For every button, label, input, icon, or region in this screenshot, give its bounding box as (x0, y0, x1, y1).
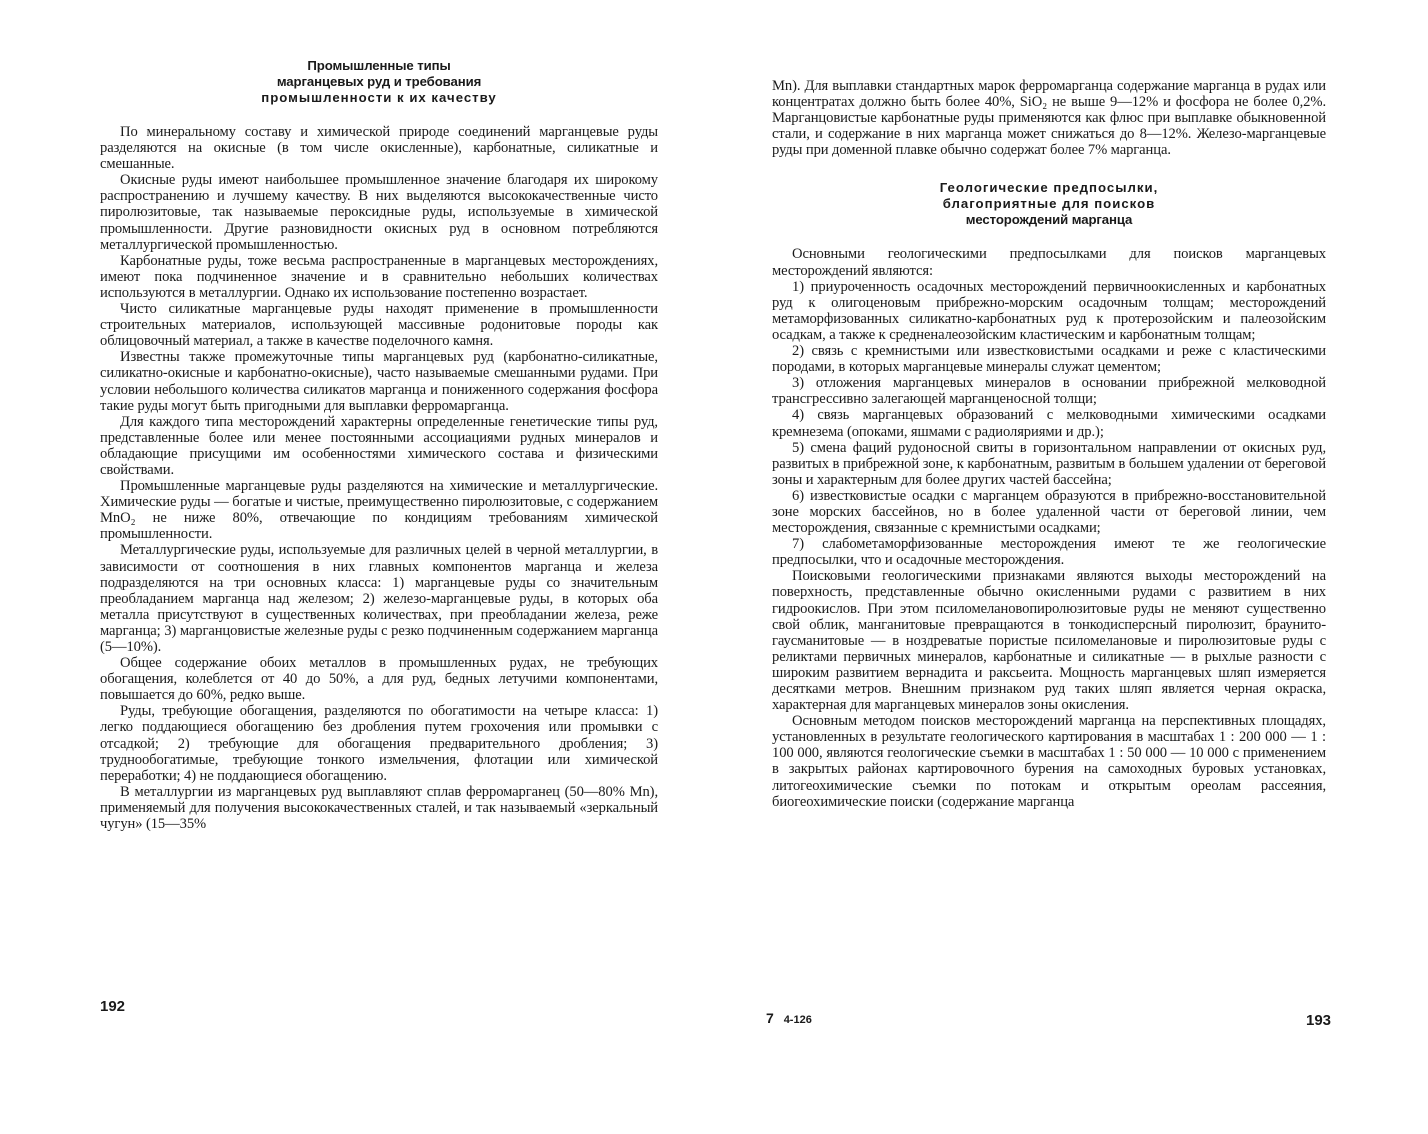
signature-code: 4-126 (783, 1014, 812, 1026)
right-text-column (772, 78, 1326, 810)
paragraph: В металлургии из марганцевых руд выплавляют сплав ферромарганец (50—80% Mn), применяемый для получения высококачественных сталей, и так называемый «зеркальный чугун» (15—35% (100, 783, 658, 833)
paragraph: Основными геологическими предпосылками для поисков марганцевых месторождений являются: (772, 246, 1326, 279)
printer-signature (766, 1010, 812, 1026)
paragraph: Чисто силикатные марганцевые руды находят применение в промышленности строительных материалов, использующей массивные родонитовые породы как облицовочный материал, а также в качестве поделочного камня. (100, 301, 658, 350)
list-item: 1) приуроченность осадочных месторождений первичноокисленных и карбонатных руд к олигоценовым прибрежно-морским осадочным толщам; месторождений метаморфизованных силикатно-карбонатных руд к протерозойским и палеозойским осадкам, а также к средненалеозойским кластическим и карбонатным толщам; (772, 278, 1326, 343)
right-page (714, 0, 1428, 1134)
page-number: 193 (1306, 1012, 1332, 1029)
left-section-heading (100, 58, 658, 106)
spacer (772, 228, 1326, 246)
paragraph: Металлургические руды, используемые для различных целей в черной металлургии, в зависимости от соотношения в них главных компонентов марганца и железа подразделяются на три основных класса: 1) марганцевые руды со значительным преобладанием марганца над железом; 2) железо-марганцевые руды, в которых оба металла присутствуют в существенных количествах, при преобладании железа, реже марганца; 3) марганцовистые железные руды с резко подчиненным содержанием марганца (5—10%). (100, 542, 658, 655)
right-section-heading (772, 180, 1326, 228)
paragraph: Окисные руды имеют наибольшее промышленное значение благодаря их широкому распространению и лучшему качеству. В них выделяются высококачественные чисто пиролюзитовые, так называемые пероксидные руды, используемые в химической промышленности. Другие разновидности окисных руд в основном потребляются металлургической промышленностью. (100, 172, 658, 253)
list-item: 5) смена фаций рудоносной свиты в горизонтальном направлении от окисных руд, развитых в прибрежной зоне, к карбонатным, развитым в большем удалении от береговой зоны и характерным для более других частей бассейна; (772, 439, 1326, 488)
heading-line: месторождений марганца (965, 212, 1133, 228)
signature-number: 7 (766, 1010, 774, 1026)
paragraph: Для каждого типа месторождений характерны определенные генетические типы руд, представленные более или менее постоянными ассоциациями рудных минералов и обладающие присущими им особенностями химического состава и физическими свойствами. (100, 413, 658, 478)
paragraph-continuation: Mn). Для выплавки стандартных марок ферромарганца содержание марганца в рудах или концентратах должно быть более 40%, SiO₂ не выше 9—12% и фосфора не более 0,2%. Марганцовистые карбонатные руды применяются как флюс при выплавке обыкновенной стали, и содержание в них марганца может снижаться до 8—12%. Железо-марганцевые руды при доменной плавке обычно содержат более 7% марганца. (772, 78, 1326, 159)
heading-line: промышленности к их качеству (261, 90, 497, 105)
paragraph: Промышленные марганцевые руды разделяются на химические и металлургические. Химические руды — богатые и чистые, преимущественно пиролюзитовые, с содержанием MnO₂ не ниже 80%, отвечающие по кондициям требованиям химической промышленности. (100, 478, 658, 543)
paragraph: Основным методом поисков месторождений марганца на перспективных площадях, установленных в результате геологического картирования в масштабах 1 : 200 000 — 1 : 100 000, являются геологические съемки в масштабах 1 : 50 000 — 10 000 с применением в закрытых районах картировочного бурения на самоходных буровых установках, литогеохимические съемки по потокам и открытым ореолам рассеяния, биогеохимические поиски (содержание марганца (772, 713, 1326, 810)
spacer (100, 106, 658, 124)
list-item: 2) связь с кремнистыми или известковистыми осадками и реже с кластическими породами, в которых марганцевые минералы служат цементом; (772, 343, 1326, 376)
paragraph: По минеральному составу и химической природе соединений марганцевые руды разделяются на окисные (в том числе окисленные), карбонатные, силикатные и смешанные. (100, 124, 658, 173)
paragraph: Руды, требующие обогащения, разделяются по обогатимости на четыре класса: 1) легко поддающиеся обогащению без дробления путем грохочения или промывки с отсадкой; 2) требующие для обогащения предварительного дробления; 3) труднообогатимые, требующие тонкого измельчения, флотации или химической переработки; 4) не поддающиеся обогащению. (100, 703, 658, 784)
list-item: 3) отложения марганцевых минералов в основании прибрежной мелководной трансгрессивно залегающей марганценосной толщи; (772, 375, 1326, 408)
list-item: 7) слабометаморфизованные месторождения имеют те же геологические предпосылки, что и осадочные месторождения. (772, 536, 1326, 569)
spacer (772, 158, 1326, 180)
paragraph: Поисковыми геологическими признаками являются выходы месторождений на поверхность, представленные обычно окисленными рудами с развитием в них гидроокислов. При этом псиломелановопиролюзитовые руды не меняют существенно свой облик, манганитовые превращаются в тонкодисперсный пиролюзит, браунито-гаусманитовые — в ноздреватые пористые псиломелановые и пиролюзитовые руды с реликтами первичных минералов, карбонатные и силикатные — в рыхлые разности с широким развитием вернадита и раксьеита. Мощность марганцевых шляп измеряется десятками метров. Внешним признаком руд таких шляп является черная окраска, характерная для марганцевых минералов зоны окисления. (772, 568, 1326, 714)
list-item: 6) известковистые осадки с марганцем образуются в прибрежно-восстановительной зоне морских бассейнов, но в более удаленной части от береговой линии, чем месторождения, связанные с кремнистыми осадками; (772, 487, 1326, 537)
paragraph: Общее содержание обоих металлов в промышленных рудах, не требующих обогащения, колеблется от 40 до 50%, а для руд, бедных летучими компонентами, повышается до 60%, редко выше. (100, 655, 658, 704)
left-text-column (100, 58, 658, 832)
page-number: 192 (100, 998, 126, 1015)
paragraph: Известны также промежуточные типы марганцевых руд (карбонатно-силикатные, силикатно-окисные и карбонатно-окисные), часто называемые смешанными рудами. При условии небольшого количества силикатов марганца и пониженного содержания фосфора такие руды могут быть пригодными для выплавки ферромарганца. (100, 349, 658, 414)
heading-line: марганцевых руд и требования (276, 74, 482, 89)
list-item: 4) связь марганцевых образований с мелководными химическими осадками кремнезема (опоками, яшмами с радиоляриями и др.); (772, 407, 1326, 440)
paragraph: Карбонатные руды, тоже весьма распространенные в марганцевых месторождениях, имеют пока подчиненное значение и в сравнительно небольших количествах используются в металлургии. Однако их использование постепенно возрастает. (100, 252, 658, 301)
heading-line: Промышленные типы (307, 58, 451, 73)
heading-line: благоприятные для поисков (942, 196, 1156, 212)
heading-line: Геологические предпосылки, (939, 180, 1159, 196)
